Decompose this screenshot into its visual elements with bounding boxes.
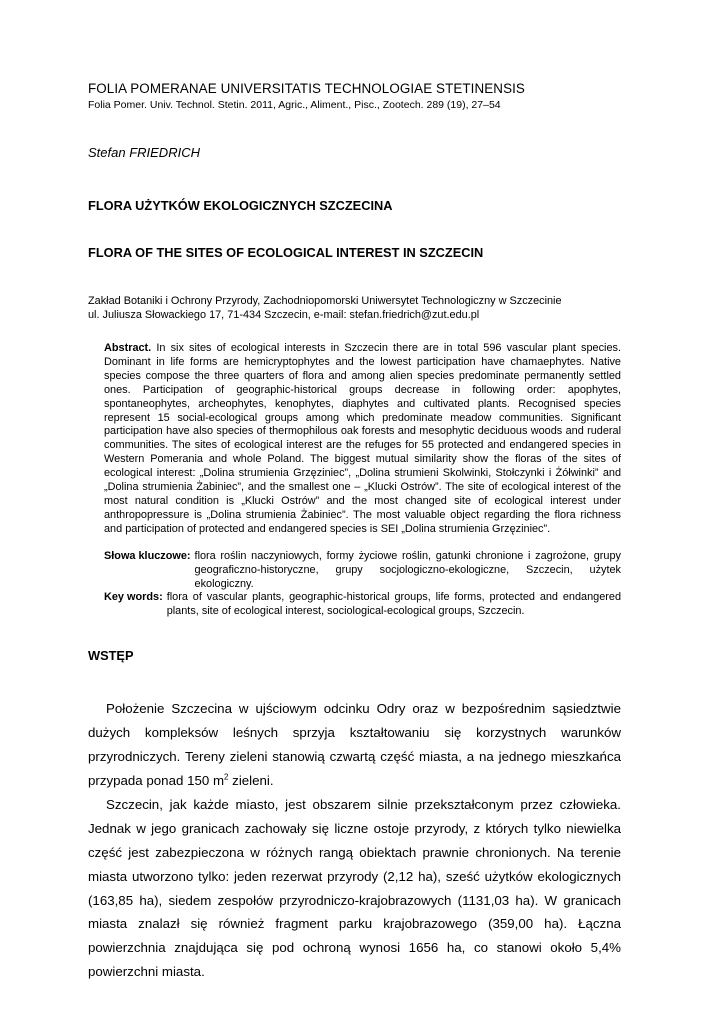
affiliation-line-1: Zakład Botaniki i Ochrony Przyrody, Zachodniopomorski Uniwersytet Technologiczny w Szczecinie xyxy=(88,295,562,307)
affiliation-line-2: ul. Juliusza Słowackiego 17, 71-434 Szczecin, e-mail: stefan.friedrich@zut.edu.pl xyxy=(88,309,480,321)
title-polish: FLORA UŻYTKÓW EKOLOGICZNYCH SZCZECINA xyxy=(88,198,393,213)
keywords-english xyxy=(104,591,621,619)
keywords-english-label: Key words: xyxy=(104,591,163,604)
journal-citation: Folia Pomer. Univ. Technol. Stetin. 2011, Agric., Aliment., Pisc., Zootech. 289 (19), 27–54 xyxy=(88,99,501,111)
abstract xyxy=(104,342,621,537)
superscript: 2 xyxy=(224,772,229,782)
section-heading: WSTĘP xyxy=(88,648,134,664)
affiliation xyxy=(88,294,621,322)
paragraph-1 xyxy=(88,697,621,792)
paragraph-1-text: Położenie Szczecina w ujściowym odcinku Odry oraz w bezpośrednim sąsiedztwie dużych kompleksów leśnych sprzyja kształtowaniu się korzystnych warunków przyrodniczych. Tereny zieleni stanowią czwartą część miasta, a na jednego mieszkańca przypada ponad 150 m xyxy=(88,701,621,788)
keywords-polish-text: flora roślin naczyniowych, formy życiowe roślin, gatunki chronione i zagrożone, grupy geograficzno-historyczne, grupy socjologiczno-ekologiczne, Szczecin, użytek ekologiczny. xyxy=(194,549,621,590)
abstract-text: In six sites of ecological interests in Szczecin there are in total 596 vascular plant species. Dominant in life forms are hemicryptophytes and the lowest participation have chamaephytes. Native species compose the three quarters of flora and among alien species predominate permanently settled ones. Participation of geographic-historical groups decrease in following order: apophytes, spontaneophytes, archeophytes, kenophytes, diaphytes and cultivated plants. Recognised species represent 15 social-ecological groups among which predominate meadow communities. Significant participation have also species of thermophilous oak forests and mesophytic deciduous woods and ruderal communities. The sites of ecological interest are the refuges for 55 protected and endangered species in Western Pomerania and whole Poland. The biggest mutual similarity show the floras of the sites of ecological interest: „Dolina strumienia Grzęziniec”, „Dolina strumieni Skolwinki, Stołczynki i Żółwinki” and „Dolina strumienia Żabiniec”, and the smallest one – „Klucki Ostrów”. The site of ecological interest of the most natural condition is „Klucki Ostrów” and the most changed site of ecological interest under anthropopressure is „Dolina strumienia Żabiniec”. The most valuable object regarding the flora richness and participation of protected and endangered species is SEI „Dolina strumienia Grzęziniec”. xyxy=(104,342,621,535)
title-english: FLORA OF THE SITES OF ECOLOGICAL INTEREST IN SZCZECIN xyxy=(88,245,484,260)
keywords-polish xyxy=(104,550,621,592)
author-name: Stefan FRIEDRICH xyxy=(88,145,200,160)
paragraph-2: Szczecin, jak każde miasto, jest obszarem silnie przekształconym przez człowieka. Jednak w jego granicach zachowały się liczne ostoje przyrody, z których tylko niewielka część jest zabezpieczona w różnych rangą obiektach prawnie chronionych. Na terenie miasta utworzono tylko: jeden rezerwat przyrody (2,12 ha), sześć użytków ekologicznych (163,85 ha), siedem zespołów przyrodniczo-krajobrazowych (1131,03 ha). W granicach miasta znalazł się również fragment parku krajobrazowego (359,00 ha). Łączna powierzchnia znajdująca się pod ochroną wynosi 1656 ha, co stanowi około 5,4% powierzchni miasta. xyxy=(88,797,621,979)
journal-title: FOLIA POMERANAE UNIVERSITATIS TECHNOLOGIAE STETINENSIS xyxy=(88,81,525,96)
keywords-polish-label: Słowa kluczowe: xyxy=(104,549,191,562)
abstract-label: Abstract. xyxy=(104,342,152,354)
keywords-block xyxy=(104,550,621,620)
paper-page xyxy=(88,80,621,984)
keywords-english-text: flora of vascular plants, geographic-historical groups, life forms, protected and endangered plants, site of ecological interest, sociological-ecological groups, Szczecin. xyxy=(166,591,621,618)
paragraph-1-end: zieleni. xyxy=(228,772,274,788)
